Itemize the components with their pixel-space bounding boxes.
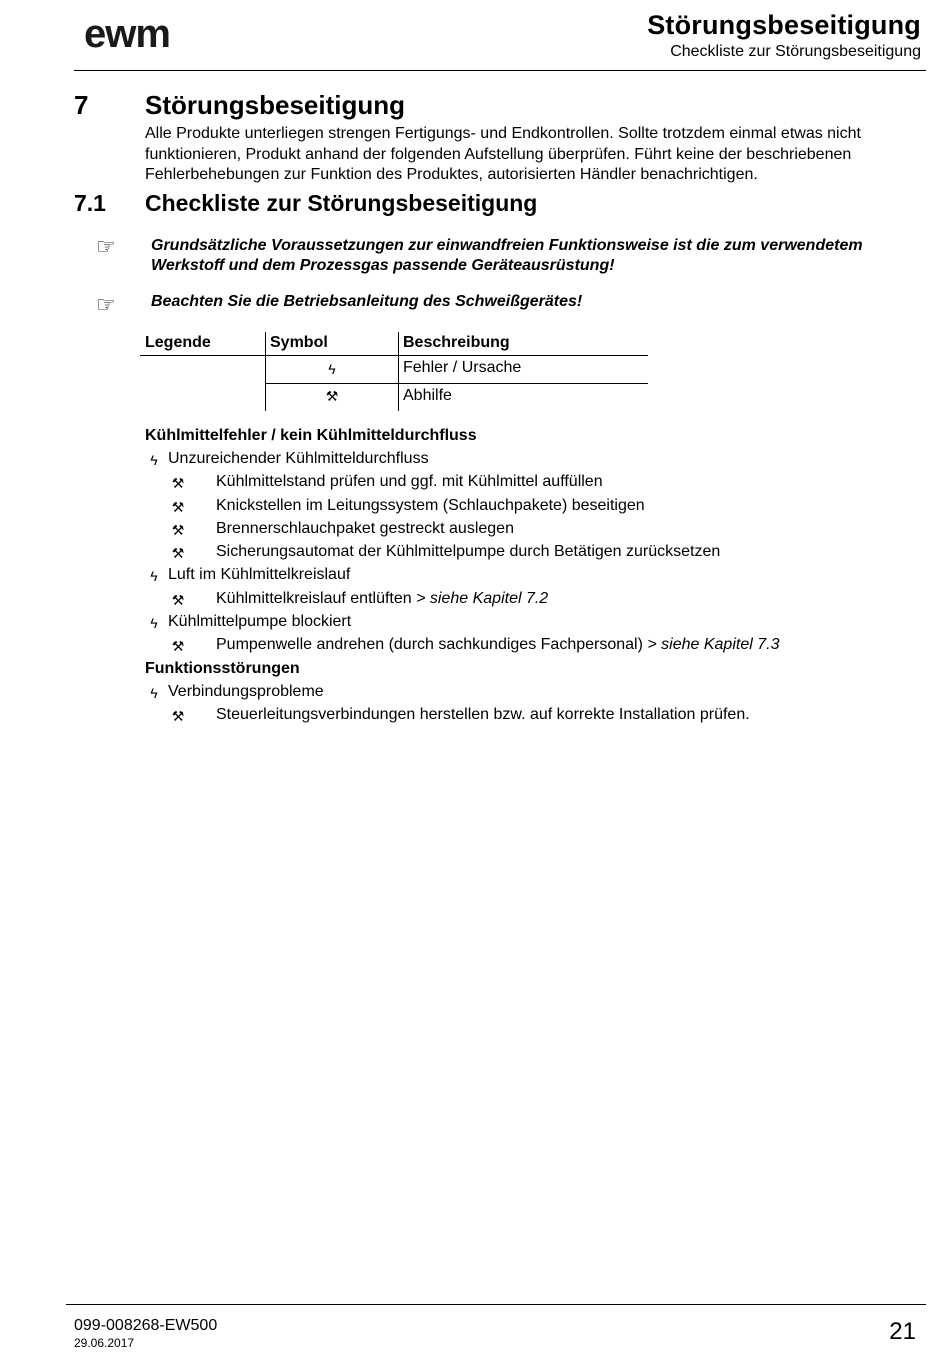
legend-header-symbol: Symbol — [270, 334, 328, 351]
intro-line: funktionieren, Produkt anhand der folgenden Aufstellung überprüfen. Führt keine der beschriebenen — [145, 145, 852, 163]
fix-item: Kühlmittelstand prüfen und ggf. mit Kühlmittel auffüllen — [216, 473, 603, 490]
pointing-hand-icon: ☞ — [96, 292, 116, 317]
tools-icon: ⚒ — [171, 475, 185, 491]
lightning-icon: ϟ — [328, 361, 336, 377]
legend-rule — [265, 383, 648, 384]
header-divider — [74, 70, 926, 71]
legend-rule — [140, 355, 648, 356]
cross-reference: > siehe Kapitel 7.3 — [642, 636, 780, 653]
section-number: 7.1 — [74, 190, 106, 216]
legend-divider — [398, 332, 399, 411]
document-date: 29.06.2017 — [74, 1336, 135, 1350]
legend-desc-error: Fehler / Ursache — [403, 359, 522, 376]
page-number: 21 — [889, 1318, 916, 1345]
note-line: Beachten Sie die Betriebsanleitung des Schweißgerätes! — [151, 293, 583, 310]
fault-cause: Verbindungsprobleme — [168, 683, 324, 700]
fix-text: Pumpenwelle andrehen (durch sachkundiges Fachpersonal) — [216, 636, 643, 653]
intro-line: Alle Produkte unterliegen strengen Fertigungs- und Endkontrollen. Sollte trotzdem einmal etwas nicht — [145, 125, 861, 142]
footer-divider — [66, 1304, 926, 1305]
legend-header-beschreibung: Beschreibung — [403, 334, 510, 351]
note-1 — [151, 236, 911, 276]
fix-item — [216, 636, 779, 654]
note-line: Werkstoff und dem Prozessgas passende Geräteausrüstung! — [151, 257, 615, 274]
tools-icon: ⚒ — [171, 592, 185, 608]
header-subtitle: Checkliste zur Störungsbeseitigung — [670, 43, 921, 60]
document-number: 099-008268-EW500 — [74, 1317, 218, 1334]
fix-item: Steuerleitungsverbindungen herstellen bzw. auf korrekte Installation prüfen. — [216, 706, 750, 723]
tools-icon: ⚒ — [325, 388, 339, 404]
logo-text: ewm — [84, 14, 170, 54]
fault-cause: Unzureichender Kühlmitteldurchfluss — [168, 450, 429, 467]
tools-icon: ⚒ — [171, 522, 185, 538]
cross-reference: > siehe Kapitel 7.2 — [416, 590, 549, 607]
intro-line: Fehlerbehebungen zur Funktion des Produktes, autorisierten Händler benachrichtigen. — [145, 166, 758, 183]
note-line: Grundsätzliche Voraussetzungen zur einwandfreien Funktionsweise ist die zum verwendetem — [151, 237, 863, 254]
fix-item: Brennerschlauchpaket gestreckt auslegen — [216, 520, 514, 537]
fix-item — [216, 590, 548, 608]
checklist-section-title: Kühlmittelfehler / kein Kühlmitteldurchfluss — [145, 427, 477, 444]
lightning-icon: ϟ — [150, 685, 158, 701]
ewm-logo — [84, 14, 212, 54]
legend-divider — [265, 332, 266, 411]
lightning-icon: ϟ — [150, 615, 158, 631]
note-2 — [151, 292, 911, 312]
fault-cause: Luft im Kühlmittelkreislauf — [168, 566, 351, 583]
tools-icon: ⚒ — [171, 638, 185, 654]
tools-icon: ⚒ — [171, 545, 185, 561]
fix-text: Kühlmittelkreislauf entlüften — [216, 590, 417, 607]
pointing-hand-icon: ☞ — [96, 234, 116, 259]
chapter-intro — [145, 124, 905, 186]
section-title: Checkliste zur Störungsbeseitigung — [145, 190, 538, 216]
fix-item: Sicherungsautomat der Kühlmittelpumpe durch Betätigen zurücksetzen — [216, 543, 721, 560]
lightning-icon: ϟ — [150, 452, 158, 468]
fault-cause: Kühlmittelpumpe blockiert — [168, 613, 352, 630]
legend-header-legende: Legende — [145, 334, 211, 351]
chapter-number: 7 — [74, 90, 89, 120]
legend-desc-fix: Abhilfe — [403, 387, 452, 404]
tools-icon: ⚒ — [171, 708, 185, 724]
checklist-section-title: Funktionsstörungen — [145, 660, 300, 677]
header-title: Störungsbeseitigung — [647, 10, 921, 40]
chapter-title: Störungsbeseitigung — [145, 90, 405, 120]
lightning-icon: ϟ — [150, 568, 158, 584]
fix-item: Knickstellen im Leitungssystem (Schlauchpakete) beseitigen — [216, 497, 645, 514]
tools-icon: ⚒ — [171, 499, 185, 515]
